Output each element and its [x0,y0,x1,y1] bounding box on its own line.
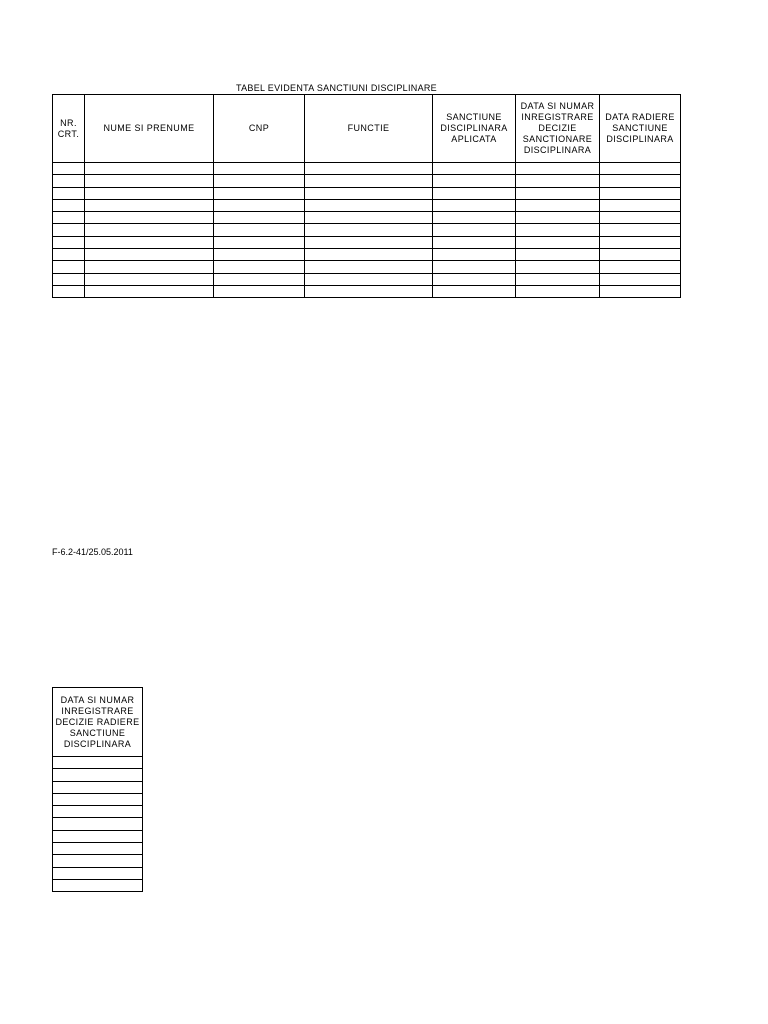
table-cell[interactable] [305,224,433,236]
table-row [53,236,681,248]
table-cell[interactable] [53,236,85,248]
table-row [53,757,143,769]
table-cell[interactable] [600,273,681,285]
form-code: F-6.2-41/25.05.2011 [52,547,133,557]
radiere-table [52,687,143,892]
radiere-table-body [53,757,143,892]
table-cell[interactable] [433,199,516,211]
table-cell[interactable] [516,212,600,224]
table-cell[interactable] [433,249,516,261]
table-cell[interactable] [53,757,143,769]
table-cell[interactable] [600,187,681,199]
header-sanctiune-aplicata: SANCTIUNE DISCIPLINARA APLICATA [433,95,516,163]
table-cell[interactable] [53,793,143,805]
table-cell[interactable] [53,187,85,199]
table-row [53,843,143,855]
radiere-header-row [53,688,143,757]
table-cell[interactable] [85,236,214,248]
table-cell[interactable] [516,285,600,297]
header-nume-si-prenume: NUME SI PRENUME [85,95,214,163]
table-cell[interactable] [53,163,85,175]
table-cell[interactable] [53,843,143,855]
table-cell[interactable] [53,175,85,187]
table-cell[interactable] [600,249,681,261]
table-cell[interactable] [600,175,681,187]
table-cell[interactable] [516,261,600,273]
table-row [53,818,143,830]
table-cell[interactable] [53,830,143,842]
table-cell[interactable] [214,163,305,175]
table-cell[interactable] [305,212,433,224]
table-cell[interactable] [305,187,433,199]
table-cell[interactable] [85,187,214,199]
table-cell[interactable] [516,224,600,236]
table-cell[interactable] [516,236,600,248]
table-cell[interactable] [516,175,600,187]
table-row [53,806,143,818]
table-cell[interactable] [214,236,305,248]
table-row [53,769,143,781]
table-cell[interactable] [600,163,681,175]
table-row [53,249,681,261]
table-cell[interactable] [516,249,600,261]
table-cell[interactable] [214,261,305,273]
table-cell[interactable] [85,212,214,224]
table-cell[interactable] [433,175,516,187]
table-cell[interactable] [53,261,85,273]
table-cell[interactable] [53,781,143,793]
table-cell[interactable] [433,187,516,199]
table-cell[interactable] [305,175,433,187]
sanctions-table-body [53,163,681,298]
table-cell[interactable] [214,224,305,236]
table-cell[interactable] [433,273,516,285]
header-cnp: CNP [214,95,305,163]
table-cell[interactable] [214,273,305,285]
table-cell[interactable] [600,199,681,211]
table-cell[interactable] [214,212,305,224]
table-cell[interactable] [53,806,143,818]
table-row [53,285,681,297]
table-row [53,273,681,285]
table-cell[interactable] [305,199,433,211]
table-cell[interactable] [85,175,214,187]
header-data-radiere: DATA RADIERE SANCTIUNE DISCIPLINARA [600,95,681,163]
table-cell[interactable] [85,224,214,236]
table-row [53,175,681,187]
sanctions-table [52,94,681,298]
table-cell[interactable] [53,855,143,867]
table-cell[interactable] [305,285,433,297]
header-data-numar-decizie-radiere: DATA SI NUMAR INREGISTRARE DECIZIE RADIERE SANCTIUNE DISCIPLINARA [53,688,143,757]
table-cell[interactable] [433,212,516,224]
table-row [53,187,681,199]
table-cell[interactable] [53,769,143,781]
table-cell[interactable] [516,163,600,175]
table-cell[interactable] [53,224,85,236]
table-cell[interactable] [85,285,214,297]
table-cell[interactable] [305,249,433,261]
table-cell[interactable] [600,261,681,273]
table-cell[interactable] [214,249,305,261]
header-nr-crt: NR. CRT. [53,95,85,163]
table-cell[interactable] [305,236,433,248]
table-cell[interactable] [600,212,681,224]
table-cell[interactable] [433,236,516,248]
table-cell[interactable] [433,261,516,273]
table-cell[interactable] [433,224,516,236]
table-cell[interactable] [214,199,305,211]
table-cell[interactable] [600,285,681,297]
table-cell[interactable] [53,285,85,297]
table-cell[interactable] [85,199,214,211]
table-cell[interactable] [600,224,681,236]
table-cell[interactable] [53,199,85,211]
table-row [53,830,143,842]
table-cell[interactable] [214,175,305,187]
table-row [53,163,681,175]
table-cell[interactable] [305,261,433,273]
table-cell[interactable] [214,285,305,297]
table-cell[interactable] [53,249,85,261]
table-cell[interactable] [600,236,681,248]
table-cell[interactable] [53,273,85,285]
table-row [53,261,681,273]
table-cell[interactable] [85,249,214,261]
table-cell[interactable] [53,212,85,224]
header-data-numar-decizie: DATA SI NUMAR INREGISTRARE DECIZIE SANCTIONARE DISCIPLINARA [516,95,600,163]
table-row [53,781,143,793]
document-title: TABEL EVIDENTA SANCTIUNI DISCIPLINARE [236,83,437,93]
table-cell[interactable] [53,867,143,879]
table-row [53,855,143,867]
table-cell[interactable] [305,273,433,285]
table-cell[interactable] [85,273,214,285]
table-row [53,867,143,879]
table-cell[interactable] [516,187,600,199]
table-header-row [53,95,681,163]
table-row [53,224,681,236]
table-cell[interactable] [53,818,143,830]
table-cell[interactable] [53,879,143,891]
table-cell[interactable] [214,187,305,199]
table-cell[interactable] [85,261,214,273]
table-row [53,212,681,224]
table-cell[interactable] [433,163,516,175]
table-cell[interactable] [85,163,214,175]
table-cell[interactable] [433,285,516,297]
table-cell[interactable] [305,163,433,175]
table-cell[interactable] [516,199,600,211]
table-cell[interactable] [516,273,600,285]
table-row [53,199,681,211]
table-row [53,793,143,805]
table-row [53,879,143,891]
header-functie: FUNCTIE [305,95,433,163]
